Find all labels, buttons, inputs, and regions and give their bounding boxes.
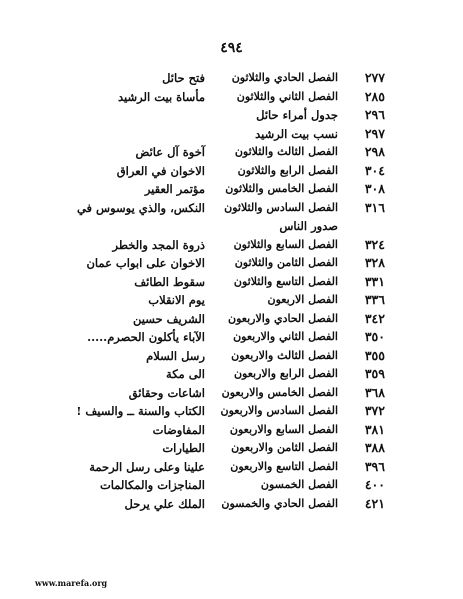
toc-title: المفاوضات [152, 422, 205, 437]
toc-page-number: ٣٣٦ [364, 292, 385, 307]
toc-entry [118, 143, 385, 162]
toc-page-number: ٣٥٩ [364, 366, 385, 381]
toc-chapter: الفصل الرابع والثلاثون [237, 163, 338, 177]
toc-title: ذروة المجد والخطر [112, 237, 205, 252]
toc-page-number: ٣٠٤ [364, 162, 385, 178]
toc-chapter: الفصل الحادي والاربعون [228, 311, 338, 325]
toc-page-number: ٣٤٢ [364, 310, 385, 326]
toc-chapter: الفصل الاربعون [267, 293, 338, 306]
toc-entry [76, 199, 385, 218]
page-number: ٤٩٤ [220, 40, 243, 56]
toc-entry [99, 476, 385, 495]
toc-page-number: ٢٧٧ [364, 70, 385, 85]
toc-title: رسل السلام [146, 348, 205, 363]
toc-entry [118, 217, 380, 236]
toc-entry [118, 421, 385, 440]
toc-entry [118, 347, 385, 366]
toc-page-number: ٤٠٠ [364, 477, 385, 492]
toc-page-number: ٢٩٦ [364, 107, 385, 122]
toc-title: جدول أمراء حائل [256, 108, 338, 122]
toc-chapter: الفصل السادس والاربعون [220, 404, 338, 417]
toc-title: اشاعات وحقائق [128, 385, 205, 400]
toc-title: الاخوان على ابواب عمان [86, 256, 205, 270]
toc-entry [118, 310, 385, 329]
toc-entry [86, 254, 385, 273]
toc-page-number: ٣٧٢ [364, 403, 385, 418]
toc-entry [118, 495, 385, 514]
toc-entry [116, 162, 385, 181]
footer-url: www.marefa.org [35, 578, 108, 588]
toc-page-number: ٣٣١ [364, 273, 385, 289]
toc-entry [76, 402, 385, 421]
toc-title: نسب بيت الرشيد [255, 126, 338, 141]
toc-page-number: ٤٢١ [364, 495, 385, 511]
toc-page-number: ٣٥٥ [364, 347, 385, 363]
toc-title: سقوط الطائف [134, 274, 205, 289]
toc-title: النكس، والذي يوسوس في [76, 200, 205, 215]
toc-chapter: الفصل الخمسون [260, 478, 338, 491]
toc-chapter: الفصل الثالث والثلاثون [234, 145, 338, 158]
toc-entry [118, 384, 385, 403]
toc-title: مؤتمر العقير [144, 182, 205, 196]
toc-title: علينا وعلى رسل الرحمة [89, 459, 205, 474]
toc-page-number: ٣٠٨ [364, 181, 385, 196]
toc-chapter: الفصل التاسع والاربعون [230, 459, 338, 473]
toc-chapter: الفصل الرابع والاربعون [233, 367, 338, 380]
toc-page-number: ٣٨١ [364, 421, 385, 437]
toc-entry [118, 180, 385, 199]
toc-page-number: ٢٩٧ [364, 125, 385, 141]
toc-chapter: الفصل السادس والثلاثون [224, 200, 338, 214]
toc-title: صدور الناس [279, 219, 338, 233]
toc-title: مأساة بيت الرشيد [118, 89, 205, 104]
toc-title: الى مكة [166, 367, 205, 381]
toc-page-number: ٣٢٨ [364, 255, 385, 270]
toc-page-number: ٢٨٥ [364, 88, 385, 104]
toc-chapter: الفصل السابع والثلاثون [233, 237, 338, 251]
toc-chapter: الفصل الثاني والثلاثون [236, 89, 338, 103]
toc-entry [118, 106, 385, 125]
toc-entry [87, 328, 385, 347]
toc-chapter: الفصل السابع والاربعون [229, 422, 338, 436]
toc-title: الاخوان في العراق [116, 163, 205, 178]
toc-entry [118, 88, 385, 107]
toc-entry [118, 125, 385, 144]
toc-title: الملك علي يرحل [124, 496, 205, 511]
toc-entry [89, 458, 385, 477]
toc-page-number: ٣٢٤ [364, 236, 385, 252]
toc-chapter: الفصل الخامس والاربعون [221, 385, 338, 399]
toc-entry [118, 69, 385, 88]
toc-page-number: ٣١٦ [364, 199, 385, 215]
toc-chapter: الفصل الخامس والثلاثون [225, 182, 338, 195]
toc-title: آخوة آل عائض [135, 145, 205, 159]
toc-chapter: الفصل الثامن والاربعون [231, 441, 338, 454]
toc-title: يوم الانقلاب [148, 293, 205, 307]
toc-page-number: ٣٩٦ [364, 458, 385, 474]
toc-title: المناجزات والمكالمات [99, 478, 205, 492]
toc-chapter: الفصل الثالث والاربعون [231, 348, 338, 362]
toc-entry [118, 365, 385, 384]
toc-chapter: الفصل الحادي والخمسون [221, 496, 338, 510]
toc-title: الكتاب والسنة ــ والسيف ! [76, 404, 205, 418]
toc-entry [118, 439, 385, 458]
table-of-contents [76, 69, 385, 513]
toc-chapter: الفصل التاسع والثلاثون [233, 274, 338, 288]
toc-title: الطيارات [162, 441, 205, 455]
toc-entry [118, 273, 385, 292]
toc-page-number: ٣٦٨ [364, 384, 385, 400]
toc-title: فتح حائل [162, 71, 205, 85]
toc-entry [118, 291, 385, 310]
toc-title: الشريف حسين [132, 311, 205, 326]
toc-page-number: ٣٨٨ [364, 440, 385, 455]
toc-entry [112, 236, 385, 255]
toc-chapter: الفصل الثاني والاربعون [233, 330, 338, 343]
toc-page-number: ٢٩٨ [364, 144, 385, 159]
toc-chapter: الفصل الحادي والثلاثون [231, 71, 338, 84]
toc-chapter: الفصل الثامن والثلاثون [234, 256, 338, 269]
toc-title: الآباء يأكلون الحصرم..... [87, 330, 205, 344]
toc-page-number: ٣٥٠ [364, 329, 385, 344]
